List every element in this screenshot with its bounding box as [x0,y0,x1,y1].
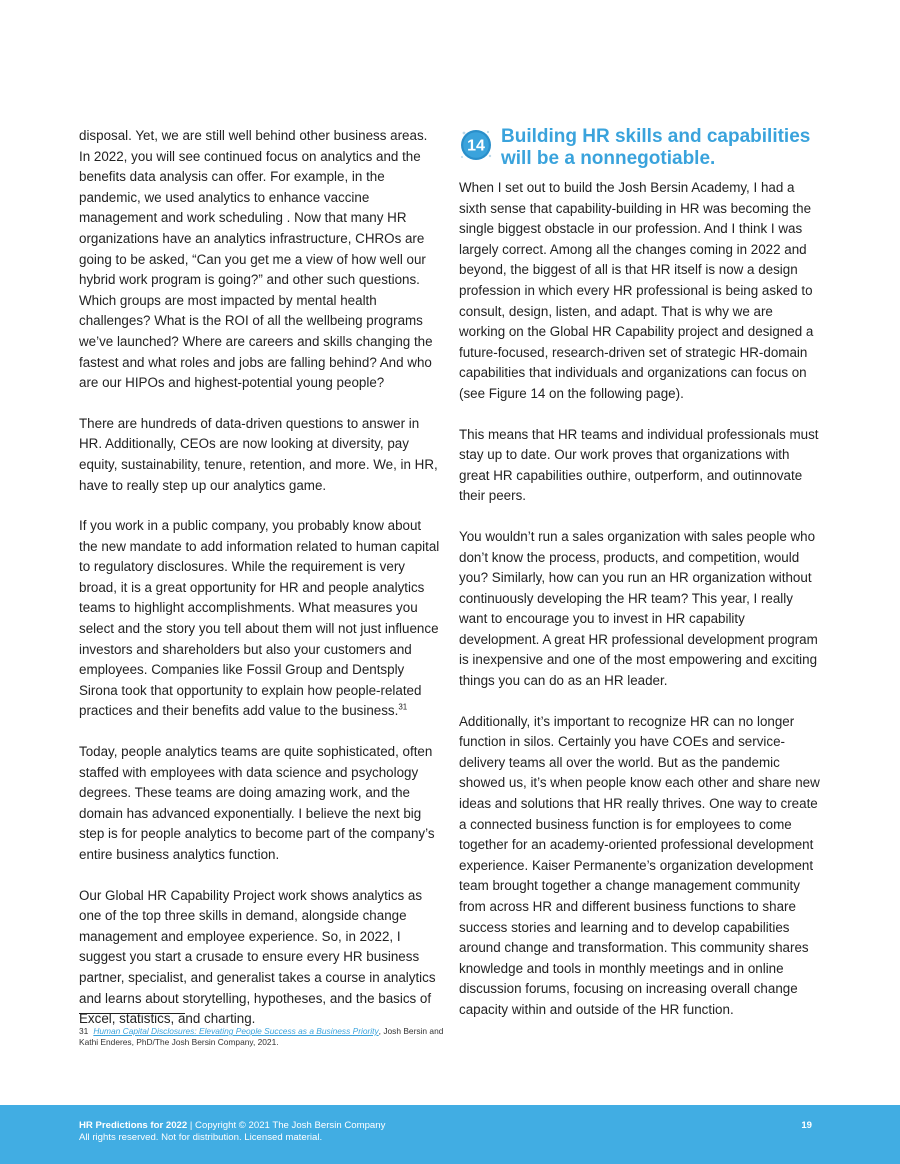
body-paragraph: There are hundreds of data-driven questions to answer in HR. Additionally, CEOs are now looking at diversity, pay equity, sustainability, tenure, retention, and more. We, in HR, have to really step up our analytics game. [79,415,438,493]
footer-title: HR Predictions for 2022 [79,1120,188,1131]
section-number-badge-icon [459,128,493,162]
body-paragraph: This means that HR teams and individual professionals must stay up to date. Our work proves that organizations with great HR capabilities outhire, outperform, and outinnovate their peers. [459,426,819,504]
footer-rights: All rights reserved. Not for distribution. Licensed material. [79,1132,323,1143]
body-paragraph: Additionally, it’s important to recognize HR can no longer function in silos. Certainly you have COEs and service-delivery teams all over the world. But as the pandemic showed us, it’s when people know each other and share new ideas and solutions that HR really thrives. One way to create a connected business function is for employees to come together for an academy-oriented professional development experience. Kaiser Permanente’s organization development team brought together a change management community from across HR and different business functions to share success stories and learning and to develop capabilities around change and transformation. This community shares knowledge and tools in monthly meetings and in online discussion forums, focusing on increasing overall change capacity within and outside of the HR function. [459,713,820,1017]
body-paragraph: disposal. Yet, we are still well behind other business areas. In 2022, you will see continued focus on analytics and the benefits data analysis can offer. For example, in the pandemic, we used analytics to enhance vaccine management and work scheduling . Now that many HR organizations have an analytics infrastructure, CHROs are going to be asked, “Can you get me a view of how well our hybrid work program is going?” and other such questions. Which groups are most impacted by mental health challenges? What is the ROI of all the wellbeing programs we’ve launched? Where are careers and skills changing the fastest and what roles and jobs are falling behind? And who are our HIPOs and highest-potential young people? [79,128,433,391]
footer-copyright: | Copyright © 2021 The Josh Bersin Company [187,1120,386,1131]
footnote-text: , Josh Bersin and Kathi Enderes, PhD/The Josh Bersin Company, 2021. [79,1026,444,1047]
page-footer [0,1105,900,1164]
right-column [459,126,821,1041]
body-paragraph: Today, people analytics teams are quite sophisticated, often staffed with employees with data science and psychology degrees. These teams are doing amazing work, and the domain has advanced exponentially. I believe the next big step is for people analytics to become part of the company’s entire business analytics function. [79,744,435,862]
paragraph-text: If you work in a public company, you probably know about the new mandate to add information related to human capital to regulatory disclosures. While the requirement is very broad, it is a great opportunity for HR and people analytics teams to highlight accomplishments. What measures you select and the story you tell about them will not just influence investors and shareholders but also your customers and employees. Companies like Fossil Group and Dentsply Sirona took that opportunity to explain how people-related practices and their benefits add value to the business. [79,518,440,719]
footnote-link[interactable]: Human Capital Disclosures: Elevating People Success as a Business Priority [93,1026,379,1036]
footnote-number: 31 [79,1026,89,1036]
footnote-divider [79,1013,185,1014]
body-paragraph: Our Global HR Capability Project work shows analytics as one of the top three skills in demand, alongside change management and employee experience. So, in 2022, I suggest you start a crusade to ensure every HR business partner, specialist, and generalist takes a course in analytics and learns about storytelling, hypotheses, and the basics of Excel, statistics, and charting. [79,887,436,1027]
left-column [79,126,444,1050]
body-paragraph [79,516,441,722]
section-heading [459,126,821,170]
footnote [79,1026,449,1047]
section-number: 14 [467,137,485,155]
page-number: 19 [801,1120,812,1131]
body-paragraph: You wouldn’t run a sales organization with sales people who don’t know the process, products, and competition, would you? Similarly, how can you run an HR organization without continuously developing the HR team? This year, I really want to encourage you to invest in HR capability development. A great HR professional development program is inexpensive and one of the most empowering and exciting things you can do as an HR leader. [459,528,818,689]
footer-info [79,1120,385,1144]
body-paragraph: When I set out to build the Josh Bersin Academy, I had a sixth sense that capability-building in HR was becoming the single biggest obstacle in our profession. And I think I was largely correct. Among all the changes coming in 2022 and beyond, the biggest of all is that HR itself is now a design profession in which every HR professional is being asked to consult, design, listen, and adapt. That is why we are working on the Global HR Capability project and designed a future-focused, research-driven set of strategic HR-domain capabilities that individuals and organizations can focus on (see Figure 14 on the following page). [459,180,814,401]
footnote-marker[interactable]: 31 [398,702,408,712]
section-title: Building HR skills and capabilities will be a nonnegotiable. [501,126,811,169]
footer-line [79,1120,385,1132]
